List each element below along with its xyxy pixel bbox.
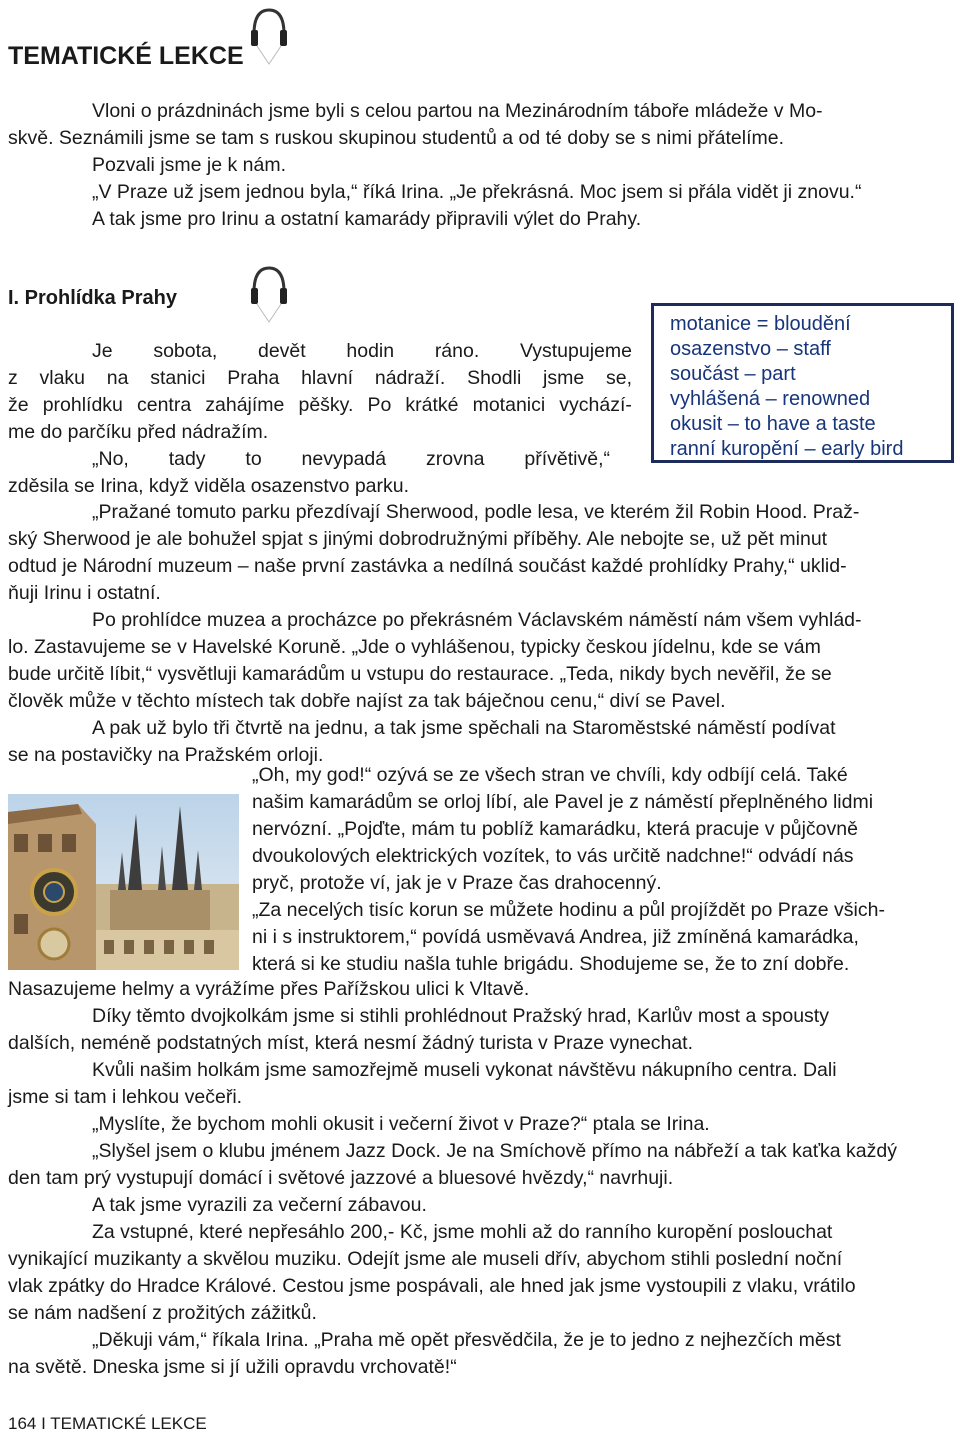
section-heading: I. Prohlídka Prahy xyxy=(8,287,177,309)
word: vychází- xyxy=(559,394,632,416)
word: na xyxy=(106,367,129,389)
vocabulary-item: motanice = bloudění xyxy=(670,313,851,335)
intro-line: „V Praze už jsem jednou byla,“ říká Irina. „Je překrásná. Moc jsem si přála vidět ji znovu.“ xyxy=(92,181,862,203)
word: hodin xyxy=(346,340,395,362)
paragraph-line: lo. Zastavujeme se v Havelské Koruně. „Jde o vyhlášenou, typicky českou jídelnu, kde se vám xyxy=(8,636,821,658)
word: hlavní xyxy=(301,367,354,389)
word: centra xyxy=(136,394,192,416)
word: ráno. xyxy=(434,340,480,362)
page-footer: 164 I TEMATICKÉ LEKCE xyxy=(8,1414,207,1433)
paragraph-line: odtud je Národní muzeum – naše první zastávka a nedílná součást každé prohlídky Prahy,“ uklid- xyxy=(8,555,847,577)
paragraph-line: jsme si tam i lehkou večeři. xyxy=(8,1086,243,1108)
vocabulary-item: osazenstvo – staff xyxy=(670,338,831,360)
word: před xyxy=(137,421,177,443)
word: motanici xyxy=(472,394,546,416)
word: to xyxy=(245,448,262,470)
paragraph-line: člověk může v těchto místech tak dobře najíst za tak báječnou cenu,“ diví se Pavel. xyxy=(8,690,726,712)
paragraph-line: vlak zpátky do Hradce Králové. Cestou jsme pospávali, ale hned jak jsme vystoupili z vlaku, vrátilo xyxy=(8,1275,856,1297)
word: do xyxy=(40,421,63,443)
word: pěšky. xyxy=(298,394,354,416)
paragraph-line: která si ke studiu našla tuhle brigádu. Shodujeme se, že to zní dobře. xyxy=(252,953,850,975)
word: Vystupujeme xyxy=(519,340,632,362)
paragraph-line: ňuji Irinu i ostatní. xyxy=(8,582,161,604)
word: krátké xyxy=(405,394,459,416)
word: jsme xyxy=(543,367,585,389)
paragraph-line: Díky těmto dvojkolkám jsme si stihli prohlédnout Pražský hrad, Karlův most a spousty xyxy=(92,1005,829,1027)
paragraph-line: se nám nadšení z prožitých zážitků. xyxy=(8,1302,317,1324)
intro-line: Vloni o prázdninách jsme byli s celou partou na Mezinárodním táboře mládeže v Mo- xyxy=(92,100,823,122)
intro-line: skvě. Seznámili jsme se tam s ruskou skupinou studentů a od té doby se s nimi přátelíme. xyxy=(8,127,785,149)
word: Po xyxy=(367,394,392,416)
headphones-icon[interactable] xyxy=(248,262,290,324)
word: devět xyxy=(257,340,306,362)
paragraph-line: Nasazujeme helmy a vyrážíme přes Pařížskou ulici k Vltavě. xyxy=(8,978,530,1000)
word: nádraží. xyxy=(374,367,446,389)
paragraph-line: „Myslíte, že bychom mohli okusit i večerní život v Praze?“ ptala se Irina. xyxy=(92,1113,710,1135)
paragraph-line: dvoukolových elektrických vozítek, to vás určitě nadchne!“ odvádí nás xyxy=(252,845,854,867)
paragraph-line: Za vstupné, které nepřesáhlo 200,- Kč, jsme mohli až do ranního kuropění poslouchat xyxy=(92,1221,833,1243)
word: se, xyxy=(605,367,632,389)
word: prohlídku xyxy=(42,394,123,416)
intro-line: A tak jsme pro Irinu a ostatní kamarády připravili výlet do Prahy. xyxy=(92,208,642,230)
paragraph-line: A pak už bylo tři čtvrtě na jednu, a tak jsme spěchali na Staroměstské náměstí podívat xyxy=(92,717,836,739)
paragraph-line: nervózní. „Pojďte, mám tu poblíž kamarádku, která pracuje v půjčovně xyxy=(252,818,858,840)
word: zahájíme xyxy=(205,394,285,416)
word: sobota, xyxy=(153,340,218,362)
paragraph-line: vynikající muzikanty a skvělou muziku. Odejít jsme ale museli dřív, abychom stihli poslední noční xyxy=(8,1248,843,1270)
justified-line xyxy=(8,392,632,419)
word: stanici xyxy=(150,367,206,389)
word: Shodli xyxy=(467,367,522,389)
justified-line xyxy=(92,338,632,365)
vocabulary-box xyxy=(651,303,954,463)
vocabulary-item: okusit – to have a taste xyxy=(670,413,876,435)
paragraph-line: A tak jsme vyrazili za večerní zábavou. xyxy=(92,1194,427,1216)
paragraph-line: „Děkuji vám,“ říkala Irina. „Praha mě opět přesvědčila, že je to jedno z nejhezčích měst xyxy=(92,1329,841,1351)
paragraph-line: našim kamarádům se orloj líbí, ale Pavel je z náměstí přeplněného lidmi xyxy=(252,791,874,813)
headphones-icon[interactable] xyxy=(248,4,290,66)
paragraph-line: dalších, neméně podstatných míst, která nesmí žádný turista v Praze vynechat. xyxy=(8,1032,693,1054)
paragraph-line: „Za necelých tisíc korun se můžete hodinu a půl projíždět po Praze všich- xyxy=(252,899,885,921)
word: „No, xyxy=(92,448,129,470)
word: z xyxy=(8,367,18,389)
paragraph-line: „Oh, my god!“ ozývá se ze všech stran ve chvíli, kdy odbíjí celá. Také xyxy=(252,764,848,786)
paragraph-line: „Slyšel jsem o klubu jménem Jazz Dock. Je na Smíchově přímo na nábřeží a tak kaťka každý xyxy=(92,1140,897,1162)
word: vlaku xyxy=(39,367,86,389)
paragraph-line: Po prohlídce muzea a procházce po překrásném Václavském náměstí nám všem vyhlád- xyxy=(92,609,862,631)
word: že xyxy=(8,394,29,416)
word: zrovna xyxy=(425,448,485,470)
word: nevypadá xyxy=(301,448,387,470)
word: Je xyxy=(92,340,113,362)
word: me xyxy=(8,421,36,443)
paragraph-line: ský Sherwood je ale bohužel spjat s jinými dobrodružnými příběhy. Ale nebojte se, už pět minut xyxy=(8,528,828,550)
intro-line: Pozvali jsme je k nám. xyxy=(92,154,286,176)
paragraph-line: Kvůli našim holkám jsme samozřejmě museli vykonat návštěvu nákupního centra. Dali xyxy=(92,1059,837,1081)
paragraph-line: pryč, protože ví, jak je v Praze čas drahocenný. xyxy=(252,872,662,894)
paragraph-line: bude určitě líbit,“ vysvětluji kamarádům u vstupu do restaurace. „Teda, nikdy bych nevěřil, že se xyxy=(8,663,832,685)
word: Praha xyxy=(227,367,280,389)
prague-old-town-photo xyxy=(8,794,239,970)
page-title: TEMATICKÉ LEKCE xyxy=(8,42,244,70)
paragraph-line: se na postavičky na Pražském orloji. xyxy=(8,744,324,766)
paragraph-line: zděsila se Irina, když viděla osazenstvo parku. xyxy=(8,475,410,497)
word: nádražím. xyxy=(181,421,269,443)
vocabulary-item: součást – part xyxy=(670,363,796,385)
paragraph-line: „Pražané tomuto parku přezdívají Sherwood, podle lesa, ve kterém žil Robin Hood. Praž- xyxy=(92,501,860,523)
paragraph-line: den tam prý vystupují domácí i světové jazzové a bluesové hvězdy,“ navrhuji. xyxy=(8,1167,674,1189)
justified-line xyxy=(8,365,632,392)
paragraph-line: na světě. Dneska jsme si jí užili opravdu vrchovatě!“ xyxy=(8,1356,457,1378)
vocabulary-item: ranní kuropění – early bird xyxy=(670,438,904,460)
justified-line xyxy=(92,446,610,473)
paragraph-line: ni i s instruktorem,“ povídá usměvavá Andrea, již zmíněná kamarádka, xyxy=(252,926,859,948)
word: parčíku xyxy=(67,421,132,443)
word: tady xyxy=(168,448,206,470)
word: přívětivě,“ xyxy=(524,448,610,470)
paragraph-line xyxy=(8,419,268,446)
vocabulary-item: vyhlášená – renowned xyxy=(670,388,871,410)
